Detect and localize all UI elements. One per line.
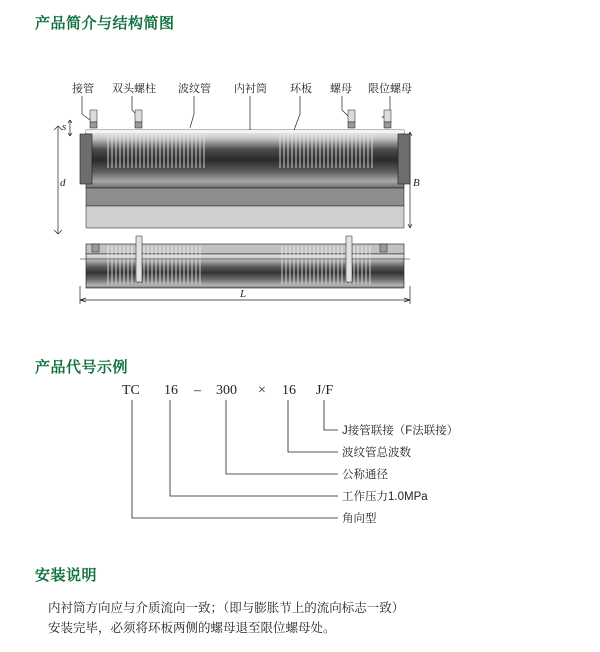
code-token-4: ×	[258, 383, 266, 398]
code-desc-2: 公称通径	[342, 469, 388, 481]
section-title-product-intro: 产品简介与结构简图	[35, 15, 175, 32]
code-token-2: –	[194, 383, 201, 398]
section-title-product-code: 产品代号示例	[35, 359, 129, 376]
callout-label-6: 限位螺母	[368, 83, 412, 95]
code-token-1: 16	[164, 383, 178, 398]
install-note-line-2: 安装完毕，必须将环板两侧的螺母退至限位螺母处。	[48, 621, 336, 635]
dimension-label-L: L	[240, 288, 247, 300]
callout-label-1: 双头螺柱	[112, 83, 156, 95]
dimension-label-B: B	[413, 177, 420, 189]
structure-diagram	[50, 68, 550, 300]
product-code-diagram	[110, 380, 530, 540]
install-note-line-1: 内衬筒方向应与介质流向一致；（即与膨胀节上的流向标志一致）	[48, 601, 405, 615]
dimension-label-d: d	[60, 177, 66, 189]
code-desc-4: 角向型	[342, 513, 377, 525]
code-token-5: 16	[282, 383, 296, 398]
code-token-6: J/F	[316, 383, 334, 398]
callout-label-4: 环板	[290, 83, 312, 95]
code-desc-3: 工作压力1.0MPa	[342, 491, 428, 503]
callout-label-2: 波纹管	[178, 83, 211, 95]
callout-label-0: 接管	[72, 83, 94, 95]
install-notes	[48, 598, 568, 638]
callout-label-3: 内衬筒	[234, 83, 267, 95]
code-desc-0: J接管联接（F法联接）	[342, 425, 459, 437]
callout-label-5: 螺母	[330, 83, 352, 95]
code-token-3: 300	[216, 383, 237, 398]
dimension-label-s: s	[62, 121, 67, 133]
code-token-0: TC	[122, 383, 140, 398]
section-title-install: 安装说明	[35, 567, 98, 584]
code-desc-1: 波纹管总波数	[342, 447, 411, 459]
